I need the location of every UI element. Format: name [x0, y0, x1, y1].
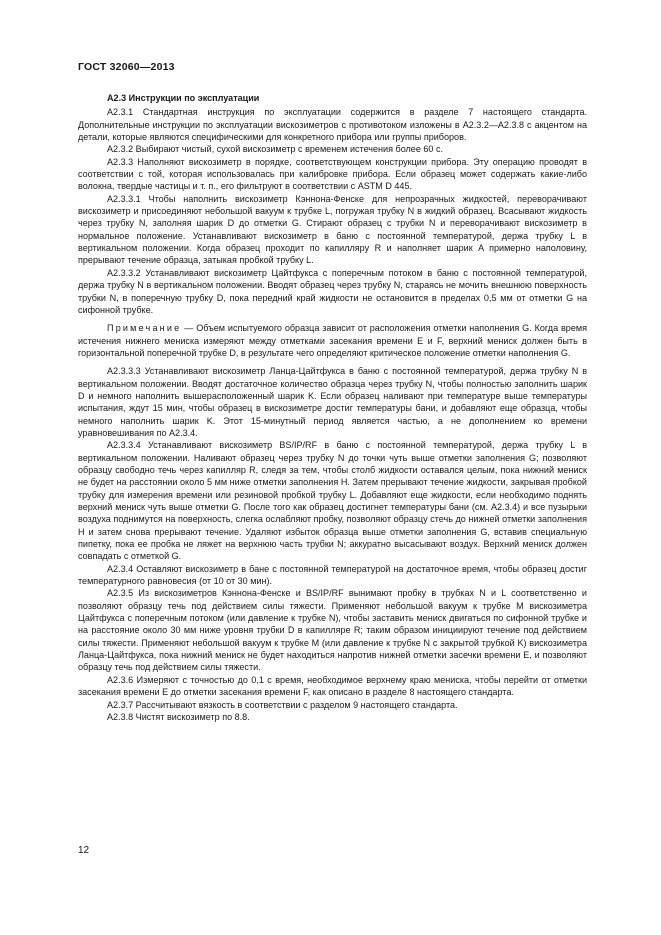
note-paragraph [78, 322, 587, 359]
paragraph-a2-3-3-1: A2.3.3.1 Чтобы наполнить вискозиметр Кэннона-Фенске для непрозрачных жидкостей, переворачивают вискозиметр и присоединяют небольшой вакуум к трубке L, погружая трубку N в жидкий образец. Всасывают жидкость через трубку N, заполняя шарик D до отметки G. Стирают образец с трубки N и переворачивают вискозиметр в нормальное положение. Устанавливают вискозиметр в баню с постоянной температурой, держа трубку L в вертикальном положении. Когда образец проходит по капилляру R и наполняет шарик A примерно наполовину, прерывают течение образца, затыкая пробкой трубку L. [78, 193, 587, 266]
paragraph-a2-3-3-2: A2.3.3.2 Устанавливают вискозиметр Цайтфукса с поперечным потоком в баню с постоянной температурой, держа трубку N в вертикальном положении. Вводят образец через трубку N, стараясь не мочить внешнюю поверхность трубки N, в поперечную трубку D, пока передний край жидкости не остановится в пределах 0,5 мм от отметки G на сифонной трубке. [78, 267, 587, 315]
paragraph-a2-3-8: A2.3.8 Чистят вискозиметр по 8.8. [107, 711, 250, 722]
paragraph-a2-3-6: A2.3.6 Измеряют с точностью до 0,1 с время, необходимое верхнему краю мениска, чтобы перейти от отметки засекания времени E до отметки засекания времени F, как описано в разделе 8 настоящего стандарта. [78, 674, 587, 698]
paragraph-a2-3-3-3: A2.3.3.3 Устанавливают вискозиметр Ланца-Цайтфукса в баню с постоянной температурой, держа трубку N в вертикальном положении. Вводят достаточное количество образца через трубку N, чтобы полностью заполнить шарик D и немного наполнить вышерасположенный шарик K. Если образец наливают при температуре выше температуры испытания, ждут 15 мин, чтобы образец в вискозиметре достиг температуры бани, и добавляют еще образца, чтобы немного наполнить шарик K. Этот 15-минутный период является частью, а не дополнением ко времени уравновешивания по A2.3.4. [78, 366, 587, 438]
document-body [78, 92, 587, 723]
paragraph-a2-3-1: A2.3.1 Стандартная инструкция по эксплуатации содержится в разделе 7 настоящего стандарта. Дополнительные инструкции по эксплуатации вискозиметров с противотоком изложены в A2.3.2—A2.3.8 с акцентом на детали, которые являются специфическими для конкретного прибора или группы приборов. [78, 107, 587, 143]
paragraph-a2-3-3-4: A2.3.3.4 Устанавливают вискозиметр BS/IP/RF в баню с постоянной температурой, держа трубку L в вертикальном положении. Наливают образец через трубку N до точки чуть выше отметки заполнения G; позволяют образцу свободно течь через капилляр R, следя за тем, чтобы столб жидкости оставался целым, пока нижний мениск не будет на расстоянии около 5 мм ниже отметки заполнения H. Затем прерывают течение жидкости, закрывая пробкой трубку для измерения времени или резиновой пробкой трубку L. Добавляют еще жидкости, если необходимо поднять верхний мениск чуть выше отметки G. После того как образец достигнет температуры бани (см. A2.3.4) и все пузырьки воздуха поднимутся на поверхность, слегка ослабляют пробку, позволяют образцу стечь до нижней отметки заполнения H и затем снова прерывают течение. Удаляют избыток образца выше отметки заполнения G, вставив специальную пипетку, пока ее пробка не ляжет на верхнюю часть трубки N; аккуратно высасывают воздух. Верхний мениск должен совпадать с отметкой G. [78, 440, 587, 562]
section-title: A2.3 Инструкции по эксплуатации [107, 93, 260, 103]
paragraph-a2-3-7: A2.3.7 Рассчитывают вязкость в соответствии с разделом 9 настоящего стандарта. [107, 699, 458, 710]
paragraph-a2-3-5: A2.3.5 Из вискозиметров Кэннона-Фенске и BS/IP/RF вынимают пробку в трубках N и L соответственно и позволяют образцу течь под действием силы тяжести. Применяют небольшой вакуум к трубке M вискозиметра Цайтфукса с поперечным потоком (или давление к трубке N), чтобы заставить мениск двигаться по сифонной трубке и на расстояние около 30 мм ниже уровня трубки D в капилляре R; таким образом инициируют течение под действием силы тяжести. Применяют небольшой вакуум к трубке M (или давление к трубке N с закрытой трубкой K) вискозиметра Ланца-Цайтфукса, пока нижний мениск не будет находиться напротив нижней отметки засечки времени E, и позволяют образцу течь под действием силы тяжести. [78, 588, 587, 673]
note-text: — Объем испытуемого образца зависит от расположения отметки наполнения G. Когда время истечения нижнего мениска измеряют между отметками засекания времени E и F, верхний мениск должен быть в горизонтальной поперечной трубке D, в результате чего определяют критическое положение отметки наполнения G. [78, 323, 587, 358]
paragraph-a2-3-3: A2.3.3 Наполняют вискозиметр в порядке, соответствующем конструкции прибора. Эту операцию проводят в соответствии с той, которая использовалась при калибровке прибора. Если образец может содержать какие-либо волокна, твердые частицы и т. п., его фильтруют в соответствии с ASTM D 445. [78, 156, 587, 192]
page-number: 12 [78, 845, 90, 856]
paragraph-a2-3-4: A2.3.4 Оставляют вискозиметр в бане с постоянной температурой на достаточное время, чтобы образец достиг температурного равновесия (от 10 от 30 мин). [78, 563, 587, 587]
note-label: Примечание [107, 323, 182, 334]
document-id-header: ГОСТ 32060—2013 [78, 61, 175, 73]
paragraph-a2-3-2: A2.3.2 Выбирают чистый, сухой вискозиметр с временем истечения более 60 с. [107, 144, 444, 155]
